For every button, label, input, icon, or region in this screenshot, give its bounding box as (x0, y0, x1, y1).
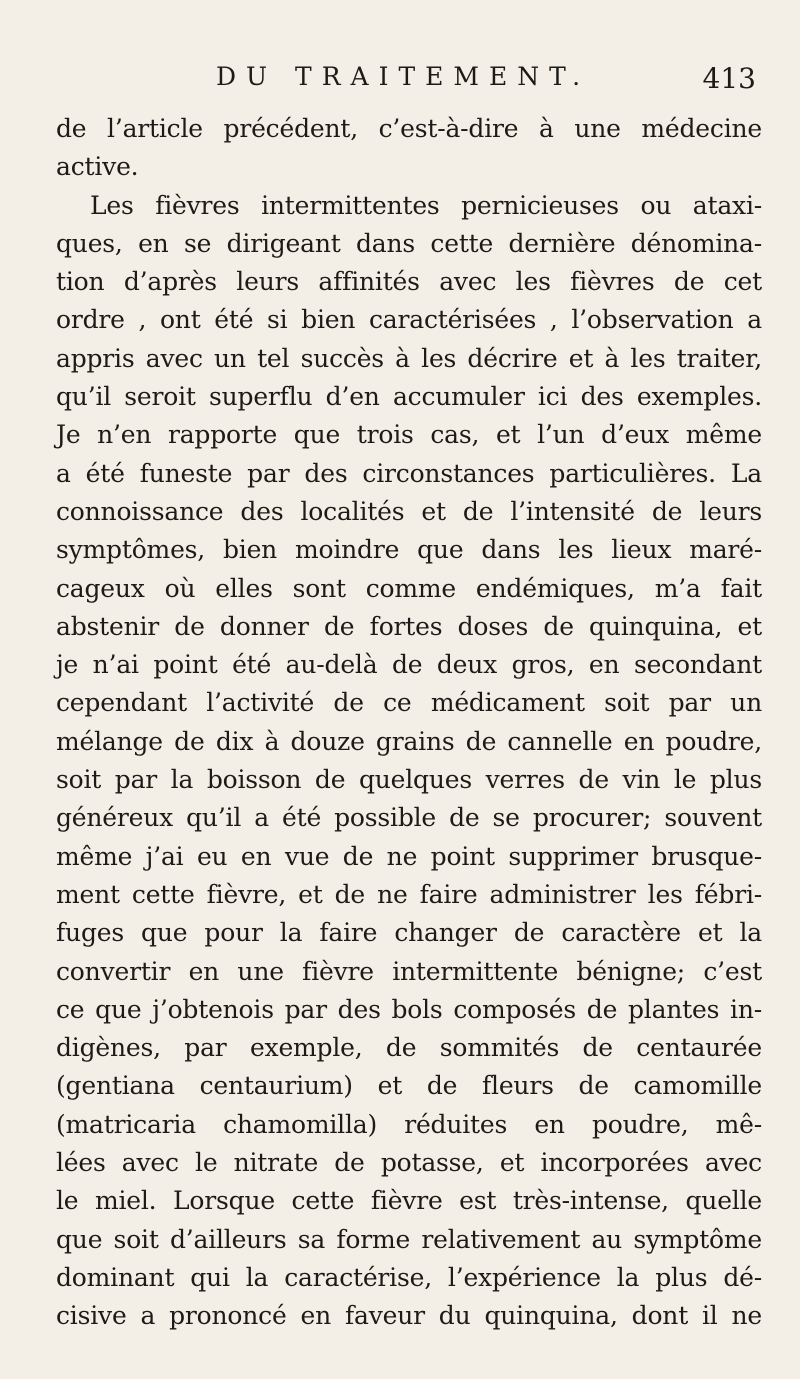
text-line: Je n’en rapporte que trois cas, et l’un d’eux même (56, 420, 762, 450)
text-line: qu’il seroit superflu d’en accumuler ici des exemples. (56, 382, 762, 412)
text-line: symptômes, bien moindre que dans les lieux maré- (56, 535, 762, 565)
text-line: lées avec le nitrate de potasse, et incorporées avec (56, 1148, 762, 1178)
text-line: cependant l’activité de ce médicament soit par un (56, 688, 762, 718)
text-line: ques, en se dirigeant dans cette dernière dénomina- (56, 228, 762, 258)
text-line: (gentiana centaurium) et de fleurs de camomille (56, 1071, 762, 1101)
text-line: tion d’après leurs affinités avec les fièvres de cet (56, 267, 762, 297)
text-line: cisive a prononcé en faveur du quinquina, dont il ne (56, 1301, 762, 1331)
text-line: fuges que pour la faire changer de caractère et la (56, 918, 762, 948)
text-line: ce que j’obtenois par des bols composés de plantes in- (56, 994, 762, 1024)
text-line: appris avec un tel succès à les décrire et à les traiter, (56, 343, 762, 373)
text-line: Les fièvres intermittentes pernicieuses ou ataxi- (90, 190, 762, 220)
text-line: que soit d’ailleurs sa forme relativement au symptôme (56, 1224, 762, 1254)
text-line: de l’article précédent, c’est-à-dire à une médecine (56, 114, 762, 143)
text-line: mélange de dix à douze grains de cannelle en poudre, (56, 726, 762, 756)
running-head-title: DU TRAITEMENT. (216, 62, 591, 91)
text-line: même j’ai eu en vue de ne point supprimer brusque- (56, 841, 762, 871)
text-line: convertir en une fièvre intermittente bénigne; c’est (56, 956, 762, 986)
text-line: cageux où elles sont comme endémiques, m’a fait (56, 573, 762, 603)
text-line: abstenir de donner de fortes doses de quinquina, et (56, 611, 762, 641)
text-line: je n’ai point été au-delà de deux gros, en secondant (56, 650, 762, 680)
text-line: (matricaria chamomilla) réduites en poudre, mê- (56, 1109, 762, 1139)
body-text (56, 110, 762, 1336)
text-line: le miel. Lorsque cette fièvre est très-intense, quelle (56, 1186, 762, 1216)
text-line: généreux qu’il a été possible de se procurer; souvent (56, 803, 762, 833)
page-number: 413 (702, 62, 756, 95)
text-line: ment cette fièvre, et de ne faire administrer les fébri- (56, 879, 762, 909)
text-line: digènes, par exemple, de sommités de centaurée (56, 1033, 762, 1063)
text-line: a été funeste par des circonstances particulières. La (56, 458, 762, 488)
text-line: ordre , ont été si bien caractérisées , l’observation a (56, 305, 762, 335)
text-line: dominant qui la caractérise, l’expérience la plus dé- (56, 1262, 762, 1292)
text-line: active. (56, 152, 139, 182)
running-head (216, 62, 756, 102)
text-line: connoissance des localités et de l’intensité de leurs (56, 496, 762, 526)
text-line: soit par la boisson de quelques verres de vin le plus (56, 765, 762, 795)
